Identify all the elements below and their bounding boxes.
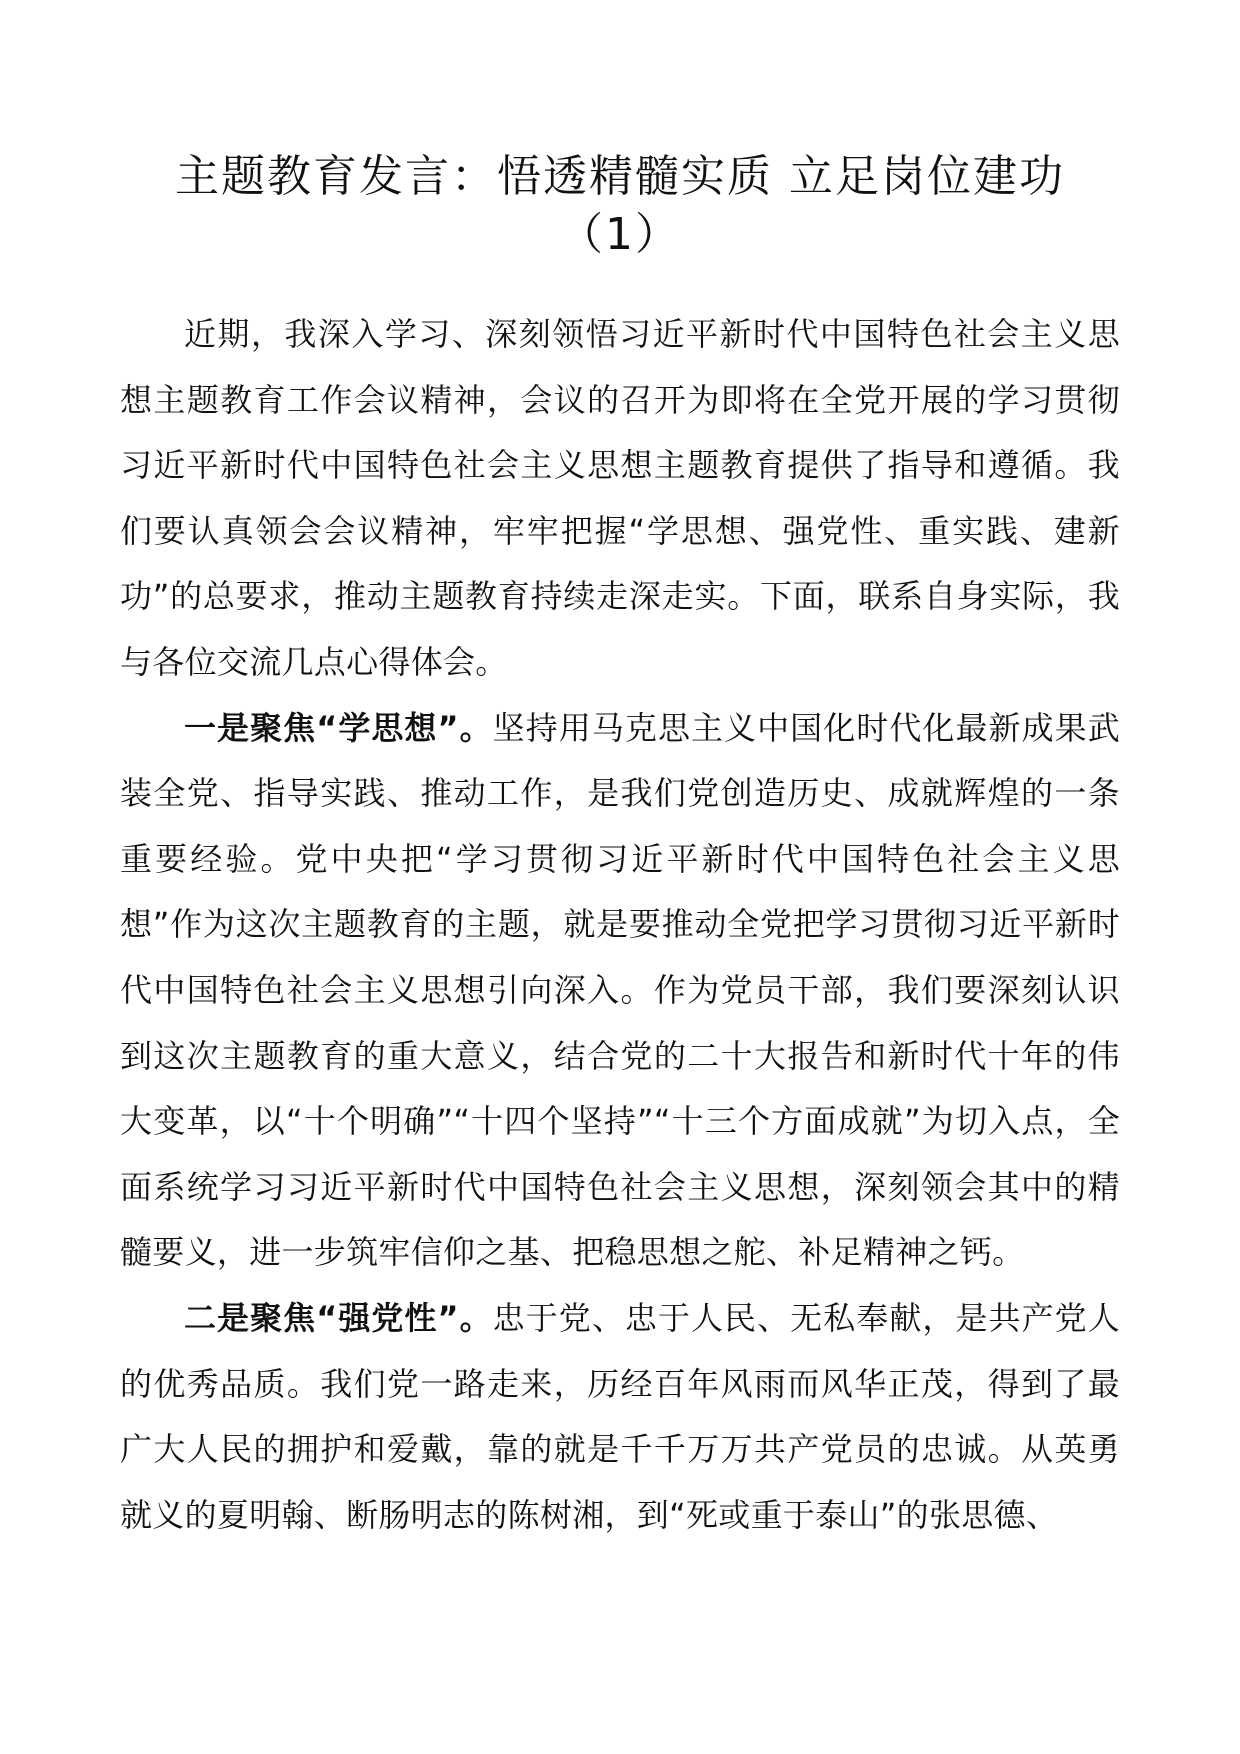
paragraph-text: 忠于党、忠于人民、无私奉献，是共产党人的优秀品质。我们党一路走来，历经百年风雨而风华正茂，得到了最广大人民的拥护和爱戴，靠的就是千千万万共产党员的忠诚。从英勇就义的夏明翰、断肠明志的陈树湘，到“死或重于泰山”的张思德、	[120, 1298, 1120, 1534]
paragraph-intro	[120, 302, 1120, 696]
paragraph-text: 近期，我深入学习、深刻领悟习近平新时代中国特色社会主义思想主题教育工作会议精神，会议的召开为即将在全党开展的学习贯彻习近平新时代中国特色社会主义思想主题教育提供了指导和遵循。我们要认真领会会议精神，牢牢把握“学思想、强党性、重实践、建新功”的总要求，推动主题教育持续走深走实。下面，联系自身实际，我与各位交流几点心得体会。	[120, 315, 1120, 681]
title-number: （1）	[559, 209, 681, 260]
paragraph-lead: 二是聚焦“强党性”。	[184, 1298, 493, 1337]
paragraph-text: 坚持用马克思主义中国化时代化最新成果武装全党、指导实践、推动工作，是我们党创造历史、成就辉煌的一条重要经验。党中央把“学习贯彻习近平新时代中国特色社会主义思想”作为这次主题教育的主题，就是要推动全党把学习贯彻习近平新时代中国特色社会主义思想引向深入。作为党员干部，我们要深刻认识到这次主题教育的重大意义，结合党的二十大报告和新时代十年的伟大变革，以“十个明确”“十四个坚持”“十三个方面成就”为切入点，全面系统学习习近平新时代中国特色社会主义思想，深刻领会其中的精髓要义，进一步筑牢信仰之基、把稳思想之舵、补足精神之钙。	[120, 708, 1120, 1272]
paragraph-study-thought	[120, 696, 1120, 1286]
document-body	[120, 302, 1120, 1548]
paragraph-lead: 一是聚焦“学思想”。	[184, 708, 493, 747]
paragraph-strengthen-party-spirit	[120, 1286, 1120, 1548]
document-title	[120, 150, 1120, 262]
title-main: 主题教育发言：悟透精髓实质 立足岗位建功	[175, 151, 1065, 202]
